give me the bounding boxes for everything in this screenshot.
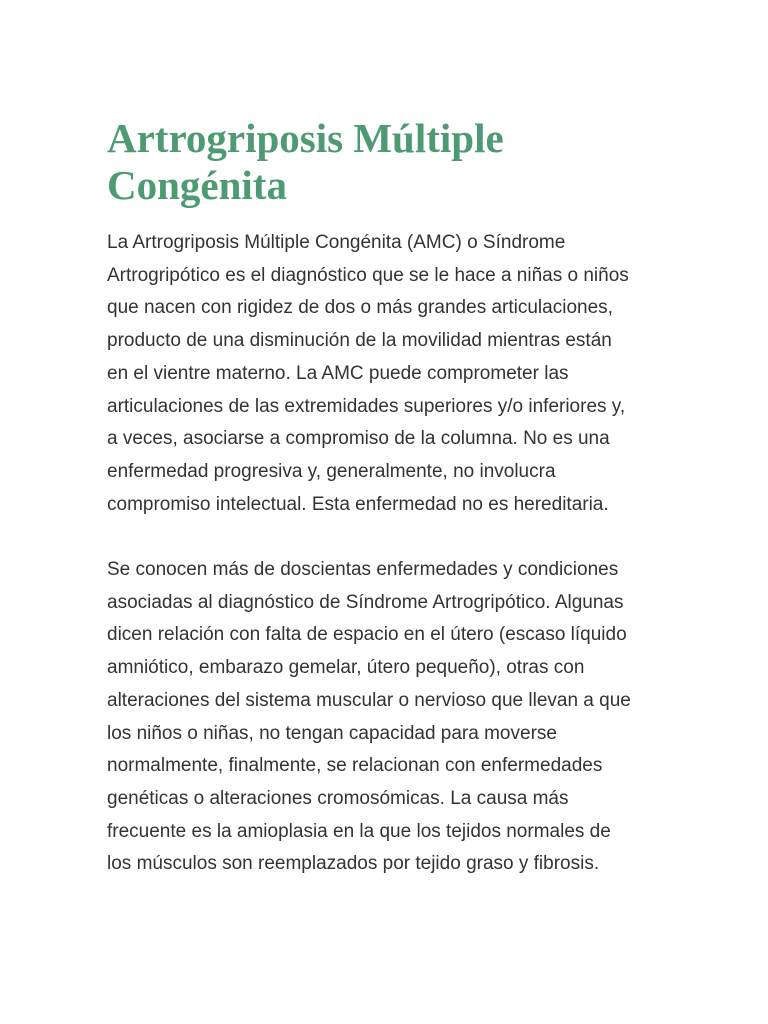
paragraph-line: compromiso intelectual. Esta enfermedad no es hereditaria. xyxy=(107,493,609,515)
article-content xyxy=(107,115,667,881)
paragraph-line: asociadas al diagnóstico de Síndrome Artrogripótico. Algunas xyxy=(107,591,624,613)
paragraph-line: enfermedad progresiva y, generalmente, no involucra xyxy=(107,460,556,482)
paragraph-line: Se conocen más de doscientas enfermedades y condiciones xyxy=(107,559,619,581)
paragraph-line: frecuente es la amioplasia en la que los tejidos normales de xyxy=(107,820,611,842)
intro-paragraph xyxy=(107,227,667,521)
page-title xyxy=(107,115,667,209)
causes-paragraph xyxy=(107,554,667,881)
paragraph-line: a veces, asociarse a compromiso de la columna. No es una xyxy=(107,428,610,450)
paragraph-line: genéticas o alteraciones cromosómicas. La causa más xyxy=(107,787,569,809)
paragraph-line: los niños o niñas, no tengan capacidad para moverse xyxy=(107,722,557,744)
paragraph-line: los músculos son reemplazados por tejido graso y fibrosis. xyxy=(107,853,600,875)
paragraph-line: alteraciones del sistema muscular o nervioso que llevan a que xyxy=(107,689,631,711)
paragraph-line: producto de una disminución de la movilidad mientras están xyxy=(107,330,612,352)
paragraph-line: La Artrogriposis Múltiple Congénita (AMC) o Síndrome xyxy=(107,232,566,253)
paragraph-line: articulaciones de las extremidades superiores y/o inferiores y, xyxy=(107,395,626,417)
paragraph-line: que nacen con rigidez de dos o más grandes articulaciones, xyxy=(107,297,613,319)
page-title-line-1: Artrogriposis Múltiple xyxy=(107,115,504,161)
page-title-line-2: Congénita xyxy=(107,162,287,208)
paragraph-line: normalmente, finalmente, se relacionan con enfermedades xyxy=(107,755,603,777)
paragraph-line: Artrogripótico es el diagnóstico que se le hace a niñas o niños xyxy=(107,264,629,286)
paragraph-line: en el vientre materno. La AMC puede comprometer las xyxy=(107,362,569,384)
paragraph-line: dicen relación con falta de espacio en el útero (escaso líquido xyxy=(107,624,627,646)
paragraph-line: amniótico, embarazo gemelar, útero pequeño), otras con xyxy=(107,657,585,679)
